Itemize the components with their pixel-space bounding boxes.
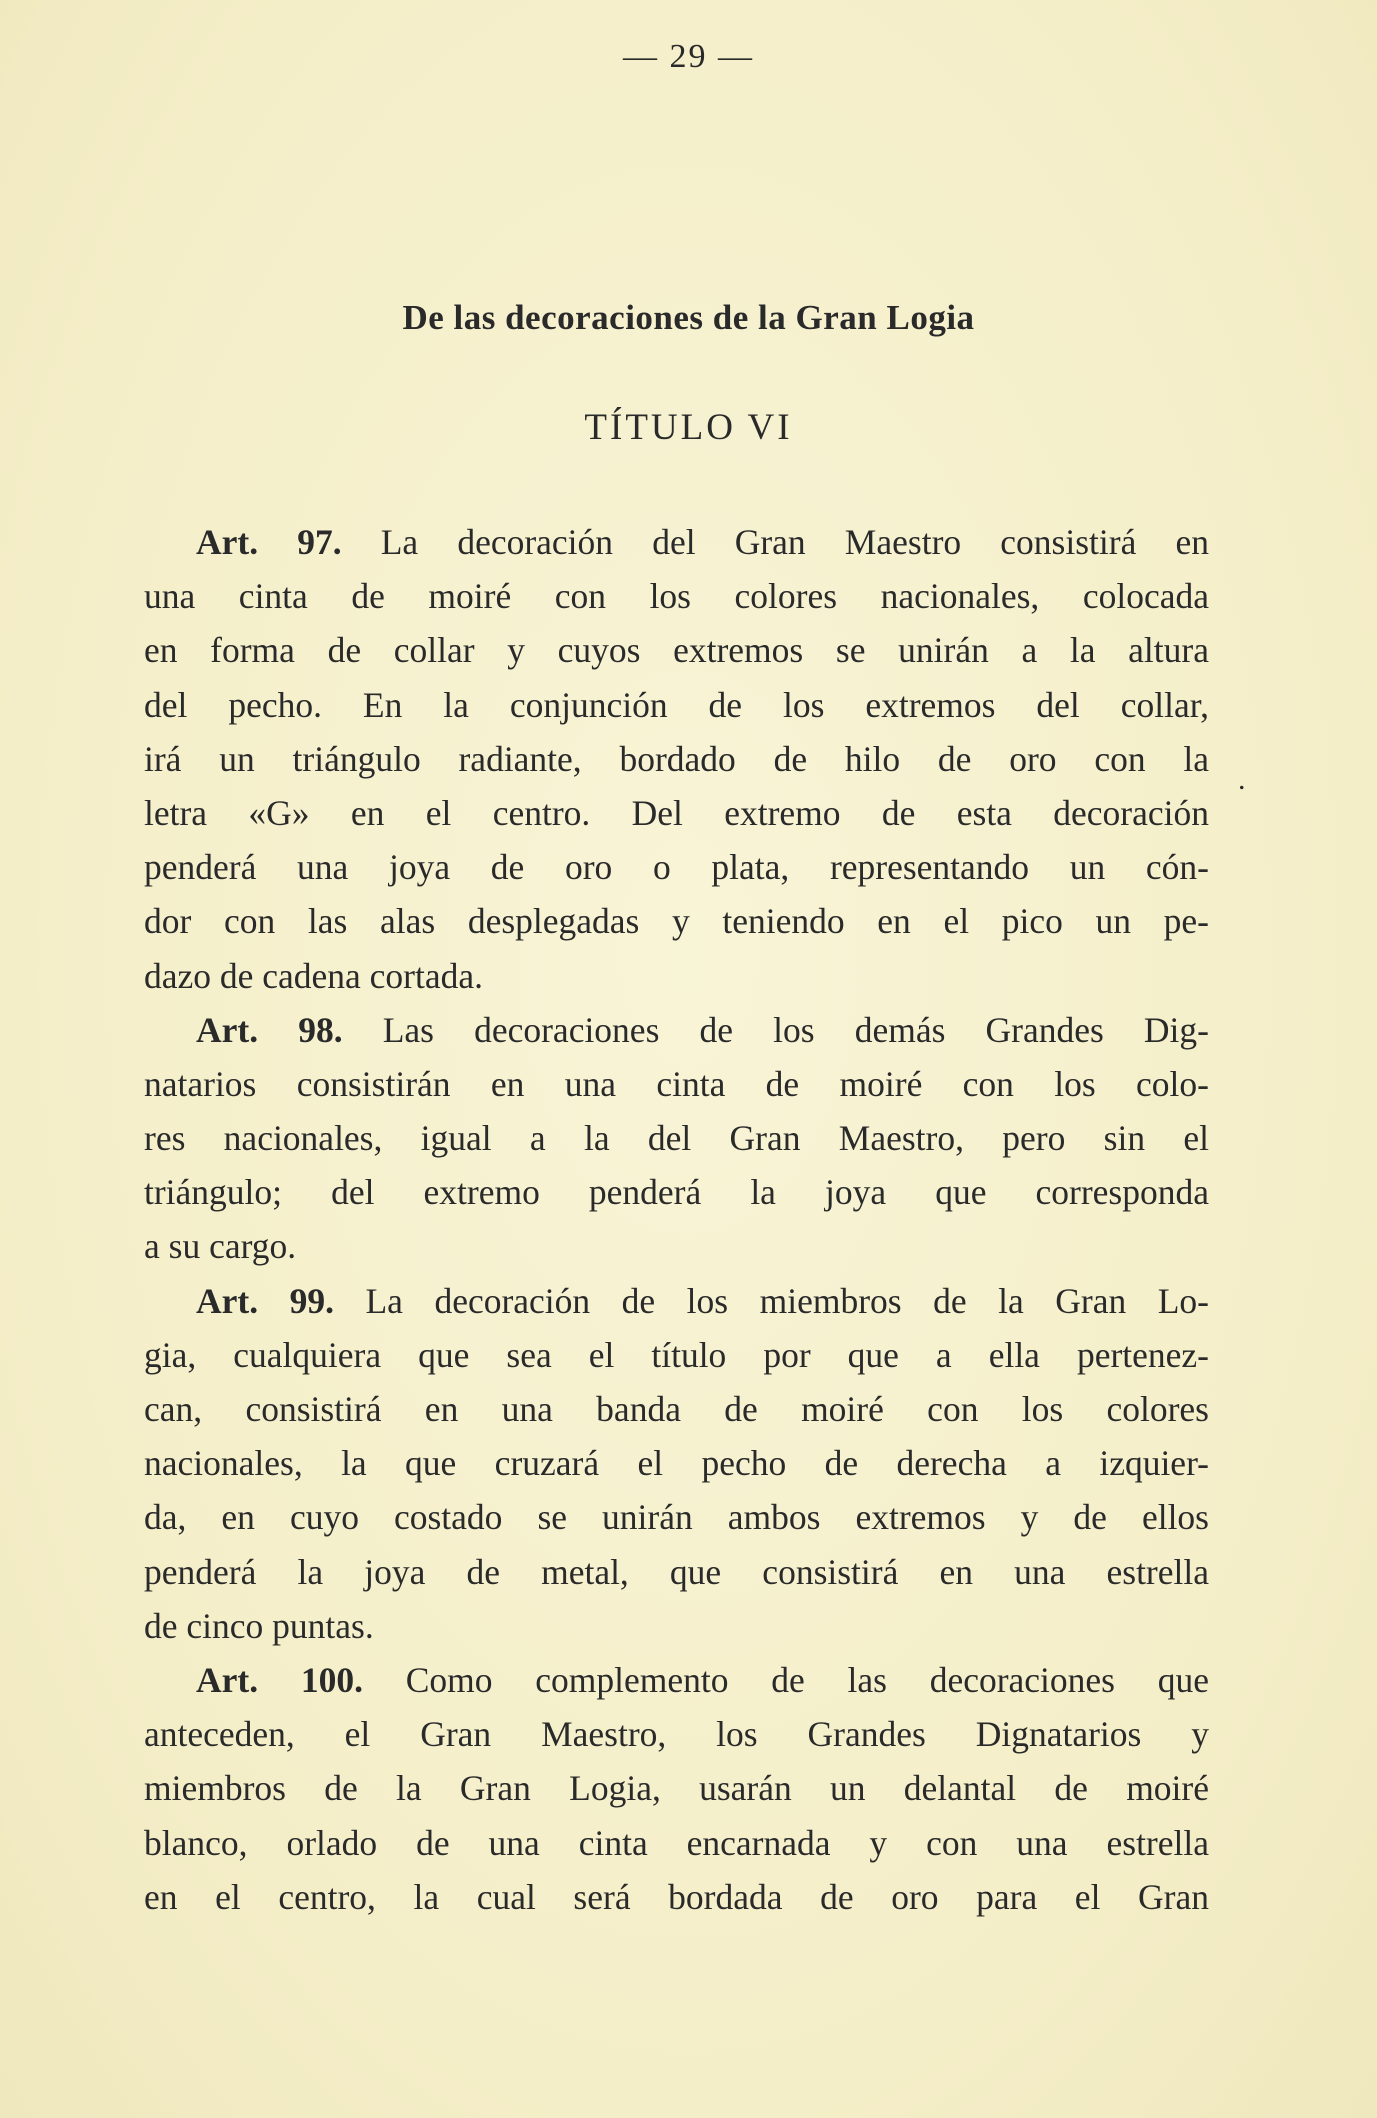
article-line: en forma de collar y cuyos extremos se unirán a la altura bbox=[144, 630, 1209, 671]
article-label: Art. 98. bbox=[196, 1009, 343, 1050]
article-line: natarios consistirán en una cinta de moiré con los colo- bbox=[144, 1063, 1209, 1104]
article-line: en el centro, la cual será bordada de oro para el Gran bbox=[144, 1876, 1209, 1917]
article-line: blanco, orlado de una cinta encarnada y con una estrella bbox=[144, 1822, 1209, 1863]
article-line: da, en cuyo costado se unirán ambos extremos y de ellos bbox=[144, 1497, 1209, 1538]
article-line: triángulo; del extremo penderá la joya que corresponda bbox=[144, 1172, 1209, 1213]
article-line: Art. 99. La decoración de los miembros de la Gran Lo- bbox=[196, 1280, 1210, 1321]
article-label: Art. 97. bbox=[196, 522, 342, 562]
page-number: — 29 — bbox=[623, 38, 754, 75]
article-line: anteceden, el Gran Maestro, los Grandes Dignatarios y bbox=[144, 1714, 1209, 1755]
article-97 bbox=[144, 515, 1209, 1003]
article-100 bbox=[144, 1653, 1209, 1924]
article-line: gia, cualquiera que sea el título por que a ella pertenez- bbox=[144, 1334, 1209, 1375]
article-line: Art. 97. La decoración del Gran Maestro consistirá en bbox=[196, 522, 1209, 562]
article-line: dazo de cadena cortada. bbox=[144, 955, 484, 996]
article-line: can, consistirá en una banda de moiré con los colores bbox=[144, 1389, 1209, 1429]
article-line: penderá la joya de metal, que consistirá en una estrella bbox=[144, 1551, 1209, 1592]
article-line: miembros de la Gran Logia, usarán un delantal de moiré bbox=[144, 1768, 1209, 1809]
article-line: de cinco puntas. bbox=[144, 1605, 374, 1646]
title-heading: TÍTULO VI bbox=[584, 407, 793, 448]
article-line: a su cargo. bbox=[144, 1226, 297, 1267]
article-line: nacionales, la que cruzará el pecho de derecha a izquier- bbox=[144, 1443, 1209, 1484]
article-line: dor con las alas desplegadas y teniendo en el pico un pe- bbox=[144, 901, 1209, 942]
section-heading: De las decoraciones de la Gran Logia bbox=[402, 298, 975, 337]
article-line: una cinta de moiré con los colores nacionales, colocada bbox=[144, 576, 1209, 617]
article-98 bbox=[144, 1003, 1209, 1274]
article-label: Art. 100. bbox=[196, 1659, 363, 1700]
article-label: Art. 99. bbox=[196, 1280, 334, 1321]
article-line: Art. 98. Las decoraciones de los demás Grandes Dig- bbox=[196, 1009, 1209, 1050]
article-line: Art. 100. Como complemento de las decoraciones que bbox=[196, 1659, 1210, 1700]
article-line: irá un triángulo radiante, bordado de hilo de oro con la bbox=[144, 738, 1209, 779]
body-text bbox=[144, 515, 1209, 1924]
article-line: del pecho. En la conjunción de los extremos del collar, bbox=[144, 684, 1209, 725]
article-line: letra «G» en el centro. Del extremo de esta decoración bbox=[144, 792, 1209, 833]
article-99 bbox=[144, 1274, 1209, 1653]
article-line: penderá una joya de oro o plata, representando un cón- bbox=[144, 847, 1209, 888]
article-line: res nacionales, igual a la del Gran Maestro, pero sin el bbox=[144, 1118, 1209, 1159]
stray-mark: . bbox=[1238, 763, 1246, 796]
